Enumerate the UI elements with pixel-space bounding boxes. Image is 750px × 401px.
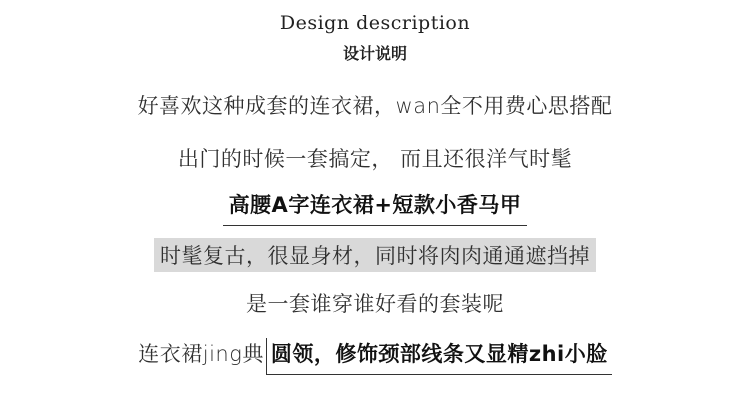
description-line-3 bbox=[0, 189, 750, 226]
description-line-2-text: 出门的时候一套搞定， 而且还很洋气时髦 bbox=[177, 147, 573, 171]
description-line-1-text: 好喜欢这种成套的连衣裙，wan全不用费心思搭配 bbox=[137, 94, 613, 118]
description-line-1 bbox=[0, 90, 750, 120]
description-line-5 bbox=[0, 288, 750, 318]
heading-chinese: 设计说明 bbox=[342, 44, 407, 63]
description-line-5-text: 是一套谁穿谁好看的套装呢 bbox=[246, 292, 504, 316]
description-line-6-emphasis: 圆领，修饰颈部线条又显精zhi小脸 bbox=[266, 338, 612, 375]
description-line-6 bbox=[0, 338, 750, 375]
description-line-2 bbox=[0, 143, 750, 173]
description-line-4 bbox=[0, 238, 750, 272]
description-line-4-shaded-text: 时髦复古，很显身材，同时将肉肉通通遮挡掉 bbox=[154, 238, 596, 272]
heading-english: Design description bbox=[279, 12, 471, 34]
description-line-6-prefix: 连衣裙jing典 bbox=[138, 342, 264, 366]
description-line-3-highlighted-text: 高腰A字连衣裙+短款小香马甲 bbox=[223, 189, 528, 226]
